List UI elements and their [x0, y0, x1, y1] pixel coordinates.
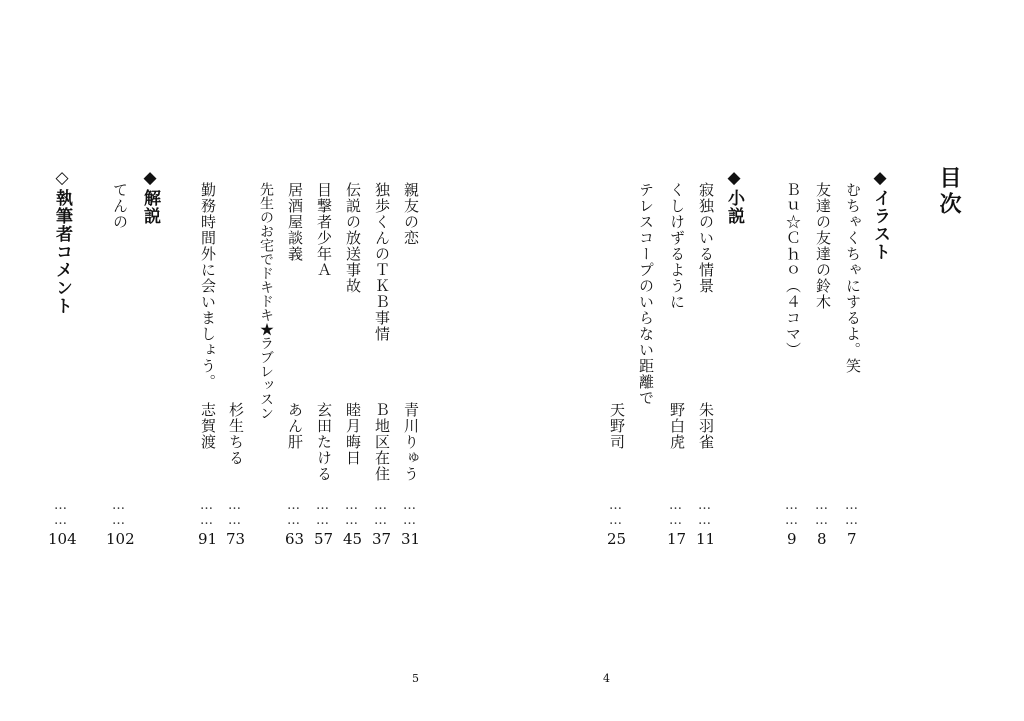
- entry-page: 11: [696, 530, 716, 548]
- entry-page: 104: [48, 530, 77, 548]
- entry-title: テレスコープのいらない距離で: [637, 182, 655, 406]
- entry-page: 9: [787, 530, 797, 548]
- entry-page: 57: [314, 530, 334, 548]
- entry-title: 友達の友達の鈴木: [814, 182, 832, 310]
- entry-author: 野白虎: [668, 402, 686, 450]
- entry-page: 37: [372, 530, 392, 548]
- folio-left: 5: [412, 672, 419, 685]
- leader-dots: ……: [784, 498, 799, 528]
- leader-dots: ……: [844, 498, 859, 528]
- leader-dots: ……: [344, 498, 359, 528]
- section-heading: ◇執筆者コメント: [52, 168, 72, 315]
- section-heading: ◆解説: [140, 168, 160, 225]
- leader-dots: ……: [402, 498, 417, 528]
- entry-page: 7: [847, 530, 857, 548]
- page-title: 目次: [936, 166, 962, 218]
- section-heading: ◆イラスト: [870, 168, 890, 261]
- leader-dots: ……: [111, 498, 126, 528]
- entry-author: 杉生ちる: [227, 402, 245, 466]
- leader-dots: ……: [199, 498, 214, 528]
- entry-page: 31: [401, 530, 421, 548]
- entry-page: 102: [106, 530, 135, 548]
- leader-dots: ……: [373, 498, 388, 528]
- entry-page: 73: [226, 530, 246, 548]
- entry-author: あん肝: [286, 402, 304, 450]
- entry-title: Ｂｕ☆Ｃｈｏ（４コマ）: [784, 182, 802, 358]
- entry-author: 玄田たける: [315, 402, 333, 482]
- leader-dots: ……: [53, 498, 68, 528]
- entry-title: 寂独のいる情景: [697, 182, 715, 294]
- entry-title: 先生のお宅でドキドキ★ラブレッスン: [258, 182, 274, 420]
- entry-title: 独歩くんのＴＫＢ事情: [373, 182, 391, 342]
- leader-dots: ……: [668, 498, 683, 528]
- leader-dots: ……: [608, 498, 623, 528]
- entry-page: 17: [667, 530, 687, 548]
- entry-title: 居酒屋談義: [286, 182, 304, 262]
- entry-author: 志賀渡: [199, 402, 217, 450]
- entry-title: 親友の恋: [402, 182, 420, 246]
- leader-dots: ……: [697, 498, 712, 528]
- entry-author: Ｂ地区在住: [373, 402, 391, 482]
- leader-dots: ……: [286, 498, 301, 528]
- leader-dots: ……: [814, 498, 829, 528]
- entry-page: 91: [198, 530, 218, 548]
- entry-page: 63: [285, 530, 305, 548]
- entry-author: 朱羽雀: [697, 402, 715, 450]
- section-heading: ◆小説: [724, 168, 744, 225]
- entry-title: 目撃者少年Ａ: [315, 182, 333, 278]
- entry-title: 伝説の放送事故: [344, 182, 362, 294]
- leader-dots: ……: [227, 498, 242, 528]
- entry-page: 45: [343, 530, 363, 548]
- entry-title: むちゃくちゃにするよ。笑: [844, 182, 862, 374]
- folio-right: 4: [603, 672, 610, 685]
- entry-title: てんの: [111, 182, 129, 230]
- entry-author: 青川りゅう: [402, 402, 420, 482]
- entry-author: 睦月晦日: [344, 402, 362, 466]
- entry-author: 天野司: [608, 402, 626, 450]
- entry-title: くしけずるように: [668, 182, 686, 310]
- entry-page: 8: [817, 530, 827, 548]
- entry-title: 勤務時間外に会いましょう。: [199, 182, 217, 390]
- entry-page: 25: [607, 530, 627, 548]
- leader-dots: ……: [315, 498, 330, 528]
